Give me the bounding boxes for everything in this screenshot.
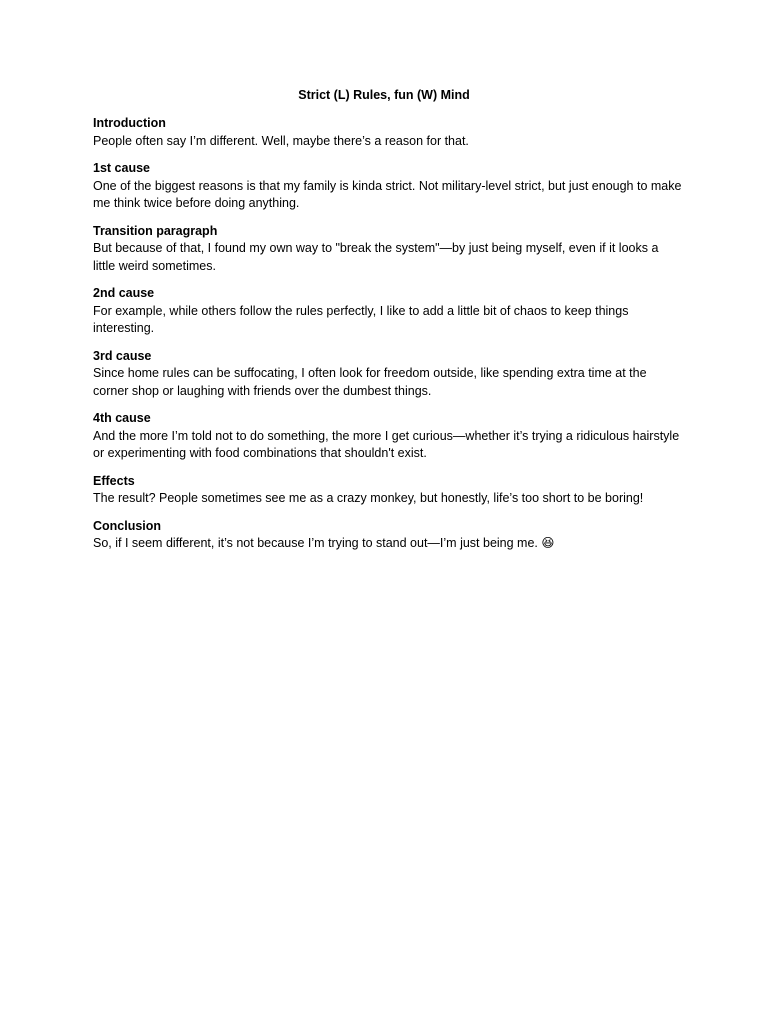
section-transition-paragraph — [93, 223, 683, 276]
section-1st-cause — [93, 160, 683, 213]
section-heading: Introduction — [93, 116, 166, 130]
section-conclusion — [93, 518, 683, 553]
section-heading: Conclusion — [93, 518, 162, 533]
section-paragraph: The result? People sometimes see me as a crazy monkey, but honestly, life’s too short to be boring! — [93, 491, 644, 505]
section-paragraph: For example, while others follow the rules perfectly, I like to add a little bit of chaos to keep things interesting. — [93, 303, 629, 335]
section-4th-cause — [93, 410, 683, 463]
section-heading: 1st cause — [93, 161, 150, 175]
section-heading: 4th cause — [93, 411, 151, 425]
section-3rd-cause — [93, 348, 683, 401]
section-heading: Effects — [93, 473, 135, 488]
section-paragraph: One of the biggest reasons is that my family is kinda strict. Not military-level strict, but just enough to make me think twice before doing anything. — [93, 178, 682, 210]
section-paragraph: But because of that, I found my own way to "break the system"—by just being myself, even if it looks a little weird sometimes. — [93, 241, 659, 273]
document-body — [93, 115, 683, 563]
document-title: Strict (L) Rules, fun (W) Mind — [298, 88, 470, 102]
section-2nd-cause — [93, 285, 683, 338]
section-paragraph: And the more I’m told not to do something, the more I get curious—whether it’s trying a ridiculous hairstyle or experimenting with food combinations that shouldn't exist. — [93, 428, 680, 460]
section-heading: 2nd cause — [93, 286, 155, 300]
section-paragraph: So, if I seem different, it’s not because I’m trying to stand out—I’m just being me. 😆 — [93, 536, 555, 550]
section-heading: Transition paragraph — [93, 223, 218, 238]
section-heading: 3rd cause — [93, 348, 152, 363]
section-paragraph: People often say I’m different. Well, maybe there’s a reason for that. — [93, 133, 469, 148]
section-paragraph: Since home rules can be suffocating, I often look for freedom outside, like spending extra time at the corner shop or laughing with friends over the dumbest things. — [93, 366, 647, 398]
section-effects — [93, 473, 683, 508]
section-introduction — [93, 115, 683, 150]
